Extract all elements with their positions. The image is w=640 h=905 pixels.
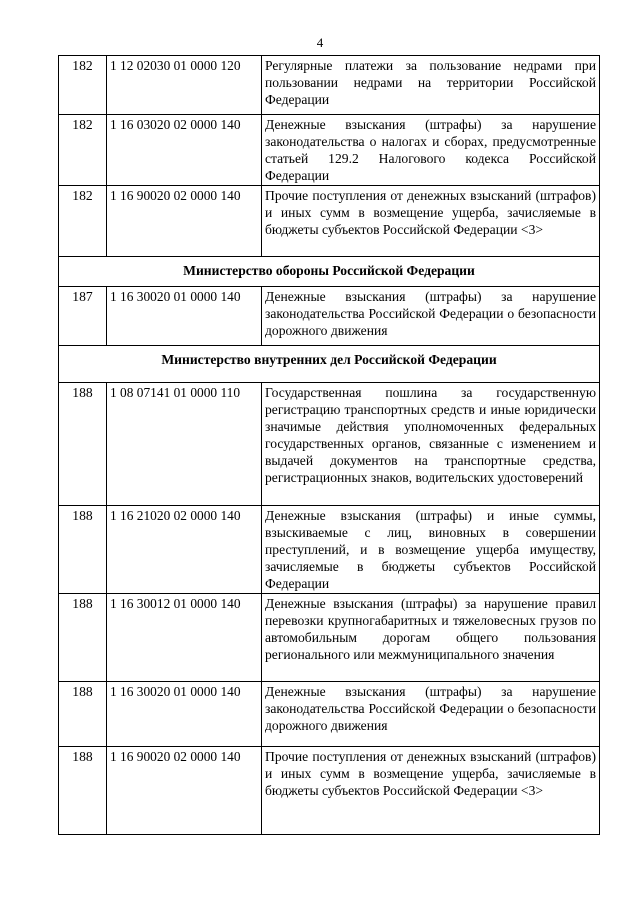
kbk-code-cell: 1 16 03020 02 0000 140 — [107, 115, 262, 186]
admin-code-cell: 188 — [59, 594, 107, 682]
kbk-code-cell: 1 16 90020 02 0000 140 — [107, 186, 262, 257]
table-row — [59, 506, 600, 594]
description-cell: Регулярные платежи за пользование недрами при пользовании недрами на территории Российской Федерации — [262, 56, 600, 115]
description-cell: Денежные взыскания (штрафы) и иные суммы, взыскиваемые с лиц, виновных в совершении преступлений, и в возмещение ущерба имуществу, зачисляемые в бюджеты субъектов Российской Федерации — [262, 506, 600, 594]
admin-code-cell: 188 — [59, 747, 107, 835]
kbk-code-cell: 1 16 30020 01 0000 140 — [107, 682, 262, 747]
table-row — [59, 747, 600, 835]
page-number: 4 — [316, 35, 324, 50]
table-body — [59, 56, 600, 835]
table-row — [59, 594, 600, 682]
admin-code-cell: 182 — [59, 186, 107, 257]
admin-code-cell: 182 — [59, 115, 107, 186]
kbk-code-cell: 1 12 02030 01 0000 120 — [107, 56, 262, 115]
description-cell: Денежные взыскания (штрафы) за нарушение правил перевозки крупногабаритных и тяжеловесных грузов по автомобильным дорогам общего пользования регионального или межмуниципального значения — [262, 594, 600, 682]
description-cell: Денежные взыскания (штрафы) за нарушение законодательства Российской Федерации о безопасности дорожного движения — [262, 287, 600, 346]
kbk-code-cell: 1 16 30020 01 0000 140 — [107, 287, 262, 346]
admin-code-cell: 188 — [59, 682, 107, 747]
description-cell: Прочие поступления от денежных взысканий (штрафов) и иных сумм в возмещение ущерба, зачисляемые в бюджеты субъектов Российской Федерации <3> — [262, 747, 600, 835]
description-cell: Государственная пошлина за государственную регистрацию транспортных средств и иные юридически значимые действия уполномоченных федеральных государственных органов, связанные с изменением и выдачей документов на транспортные средства, регистрационных знаков, водительских удостоверений — [262, 383, 600, 506]
table-row — [59, 383, 600, 506]
kbk-code-cell: 1 08 07141 01 0000 110 — [107, 383, 262, 506]
admin-code-cell: 187 — [59, 287, 107, 346]
admin-code-cell: 188 — [59, 383, 107, 506]
table-row — [59, 682, 600, 747]
table-row — [59, 115, 600, 186]
kbk-code-cell: 1 16 30012 01 0000 140 — [107, 594, 262, 682]
kbk-code-cell: 1 16 21020 02 0000 140 — [107, 506, 262, 594]
description-cell: Денежные взыскания (штрафы) за нарушение законодательства Российской Федерации о безопасности дорожного движения — [262, 682, 600, 747]
revenue-codes-table — [58, 55, 600, 835]
section-title: Министерство внутренних дел Российской Федерации — [59, 346, 600, 383]
admin-code-cell: 182 — [59, 56, 107, 115]
table-row — [59, 186, 600, 257]
section-title: Министерство обороны Российской Федерации — [59, 257, 600, 287]
table-row — [59, 287, 600, 346]
description-cell: Денежные взыскания (штрафы) за нарушение законодательства о налогах и сборах, предусмотренные статьей 129.2 Налогового кодекса Российской Федерации — [262, 115, 600, 186]
table-row — [59, 56, 600, 115]
section-header-row — [59, 346, 600, 383]
admin-code-cell: 188 — [59, 506, 107, 594]
section-header-row — [59, 257, 600, 287]
description-cell: Прочие поступления от денежных взысканий (штрафов) и иных сумм в возмещение ущерба, зачисляемые в бюджеты субъектов Российской Федерации <3> — [262, 186, 600, 257]
kbk-code-cell: 1 16 90020 02 0000 140 — [107, 747, 262, 835]
